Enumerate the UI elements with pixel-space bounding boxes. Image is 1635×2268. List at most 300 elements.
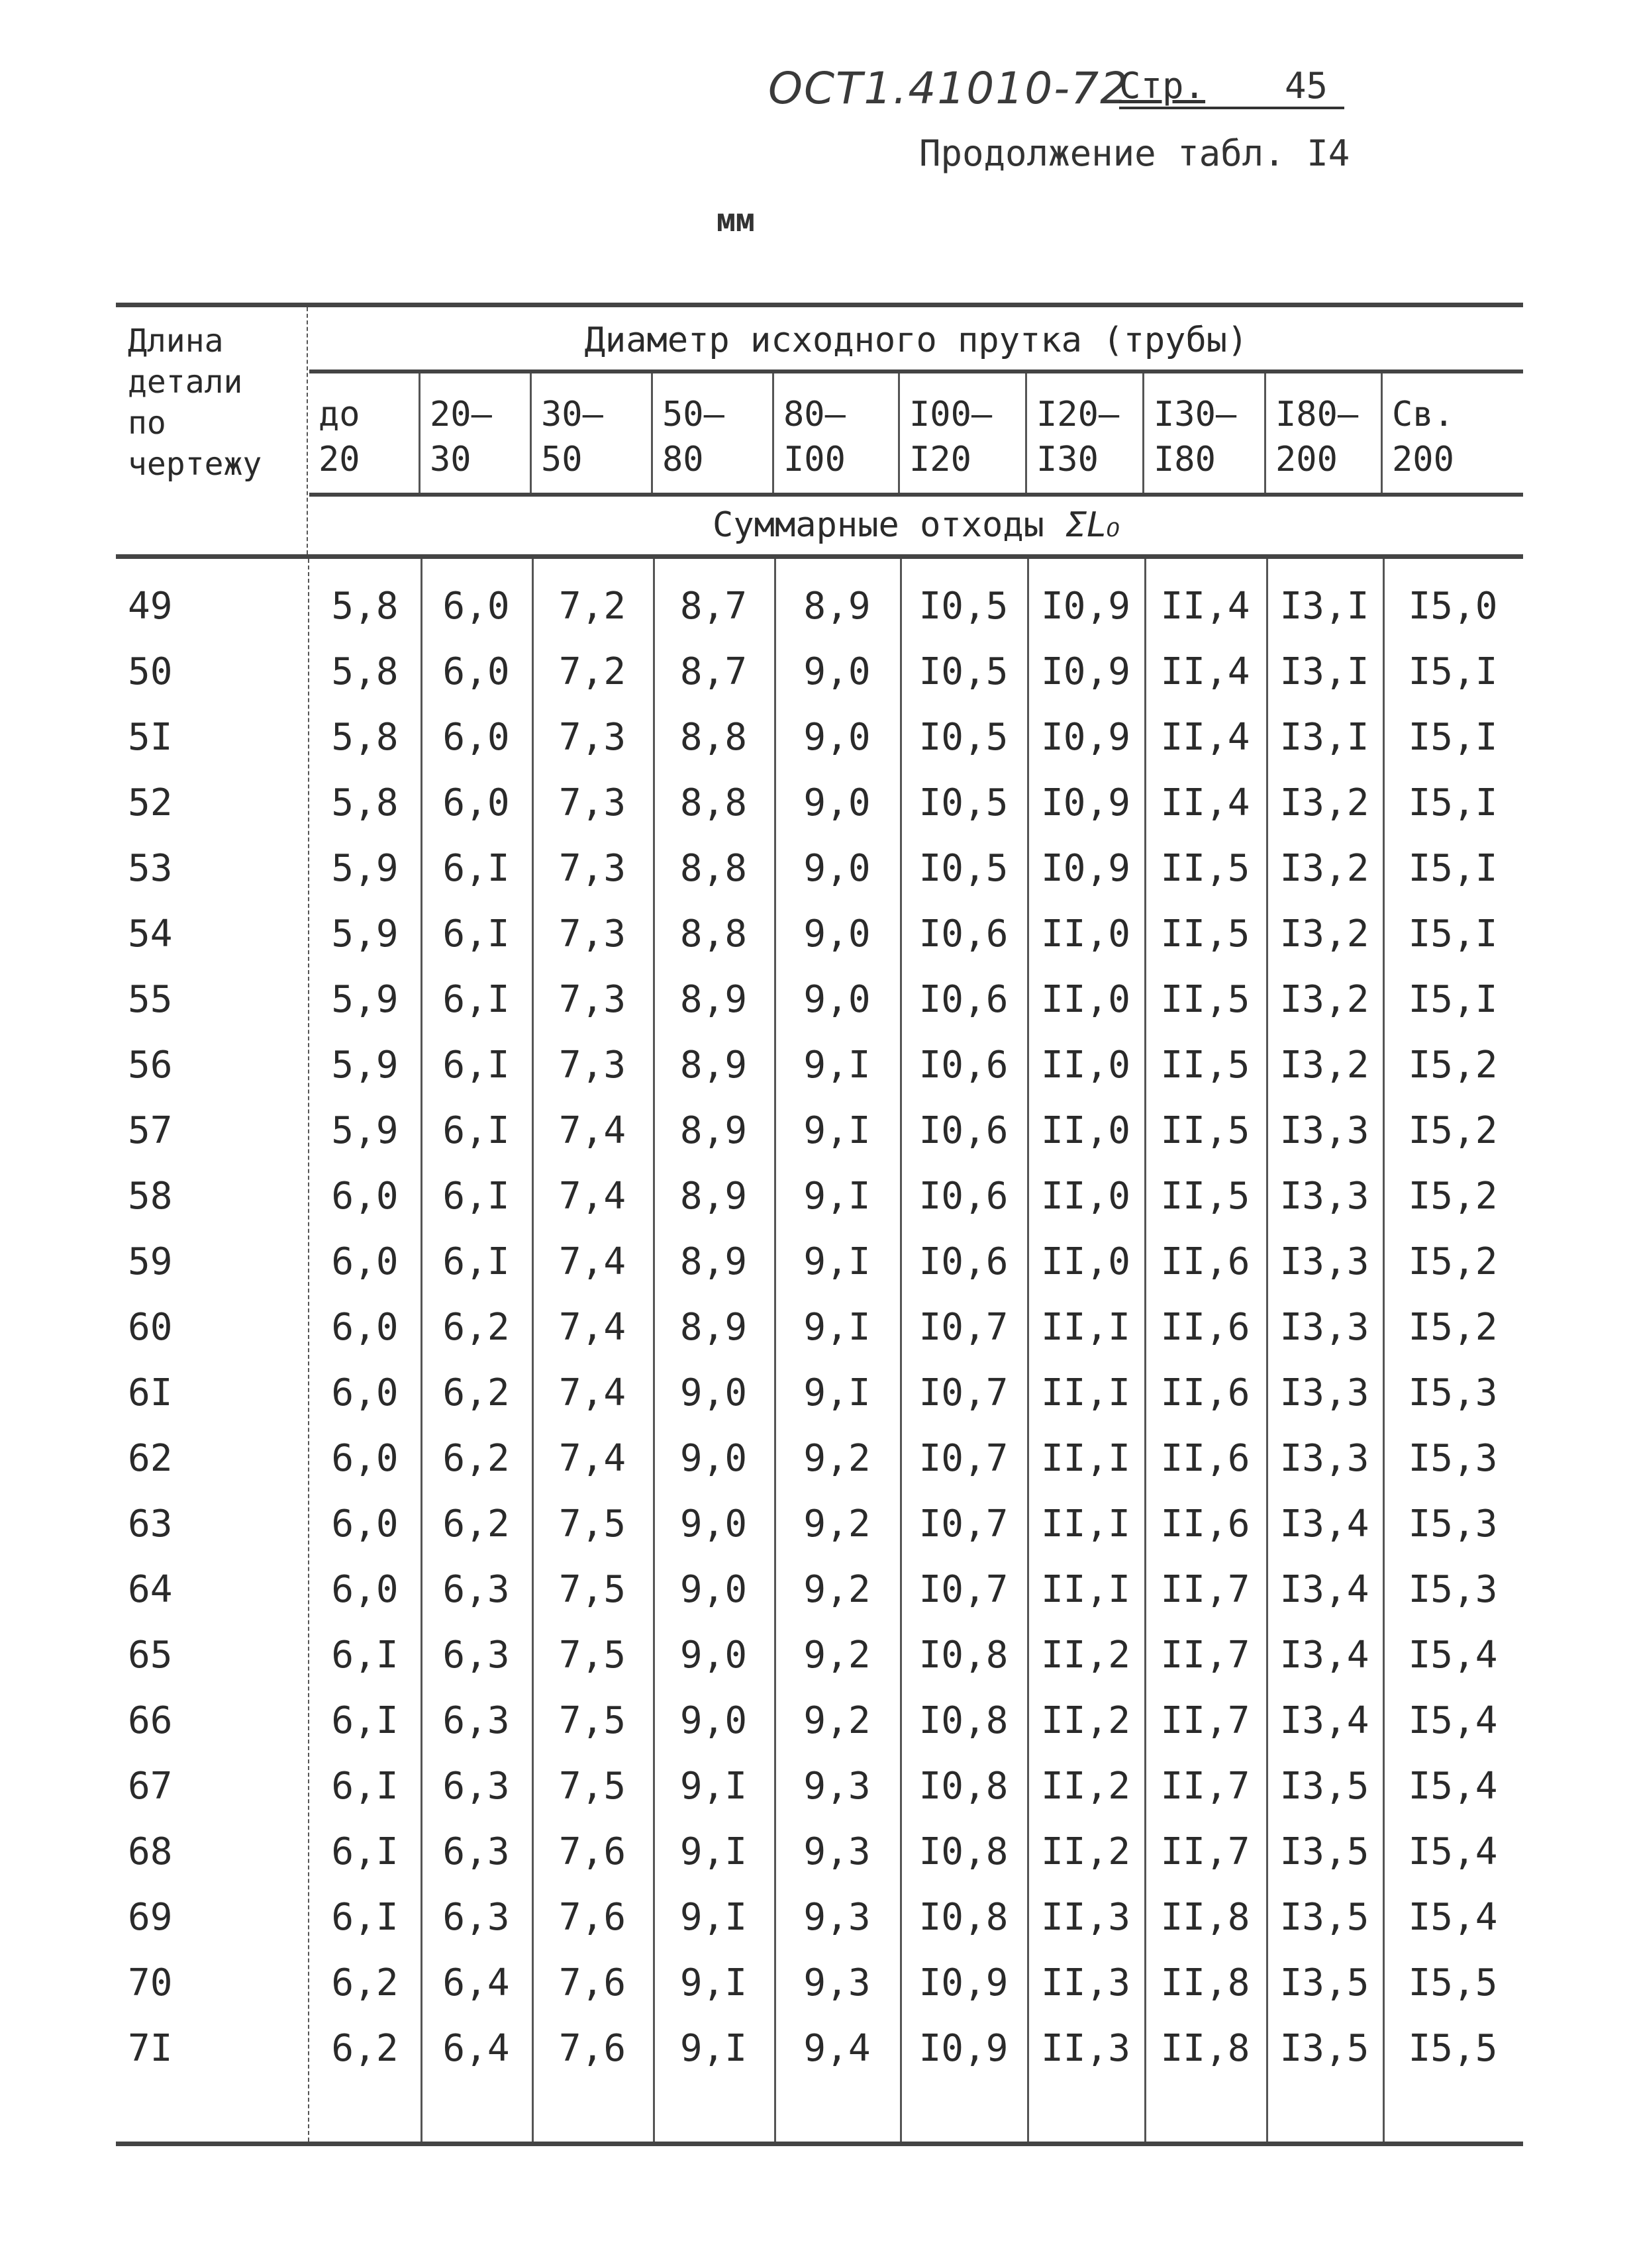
waste-value: 8,7 bbox=[679, 585, 748, 628]
waste-value: 8,9 bbox=[803, 585, 871, 628]
waste-value: 6,3 bbox=[442, 1896, 510, 1939]
range-to: 30 bbox=[430, 440, 471, 479]
waste-value: I3,3 bbox=[1279, 1306, 1369, 1349]
part-length: 69 bbox=[128, 1896, 173, 1939]
table-row bbox=[116, 705, 1523, 770]
waste-value: 6,I bbox=[442, 1109, 510, 1152]
length-header-line: детали bbox=[128, 364, 243, 401]
waste-value: 6,0 bbox=[331, 1437, 399, 1480]
range-from: I80– bbox=[1275, 395, 1359, 434]
part-length: 52 bbox=[128, 781, 173, 824]
part-length: 59 bbox=[128, 1240, 173, 1283]
waste-value: II,3 bbox=[1041, 1896, 1130, 1939]
waste-value: 9,0 bbox=[803, 781, 871, 824]
waste-value: 9,I bbox=[679, 1765, 748, 1808]
waste-value: 7,5 bbox=[558, 1503, 626, 1546]
table-row bbox=[116, 1557, 1523, 1622]
waste-value: I0,8 bbox=[918, 1699, 1009, 1742]
table-row bbox=[116, 1819, 1523, 1885]
waste-value: 5,8 bbox=[331, 650, 399, 693]
waste-value: 7,2 bbox=[558, 585, 626, 628]
waste-value: II,5 bbox=[1160, 912, 1250, 956]
waste-value: I5,2 bbox=[1408, 1044, 1498, 1087]
waste-value: I0,9 bbox=[918, 1961, 1009, 2004]
waste-value: 6,2 bbox=[331, 1961, 399, 2004]
waste-value: 8,9 bbox=[679, 978, 748, 1021]
range-to: 200 bbox=[1392, 440, 1454, 479]
waste-value: 6,I bbox=[442, 978, 510, 1021]
waste-value: II,0 bbox=[1041, 912, 1130, 956]
waste-value: 5,9 bbox=[331, 1109, 399, 1152]
waste-value: I3,4 bbox=[1279, 1699, 1369, 1742]
diameter-range-header bbox=[653, 373, 774, 493]
waste-value: I3,5 bbox=[1279, 2027, 1369, 2070]
waste-value: I0,5 bbox=[918, 716, 1009, 759]
part-length: 63 bbox=[128, 1503, 173, 1546]
waste-value: 9,4 bbox=[803, 2027, 871, 2070]
waste-value: 9,I bbox=[803, 1109, 871, 1152]
waste-value: I3,5 bbox=[1279, 1896, 1369, 1939]
waste-value: 6,I bbox=[442, 847, 510, 890]
waste-value: 9,I bbox=[679, 1896, 748, 1939]
waste-value: I5,I bbox=[1408, 650, 1498, 693]
waste-value: 8,9 bbox=[679, 1175, 748, 1218]
waste-value: I0,9 bbox=[1041, 781, 1130, 824]
standard-code: ОСТ1.41010-72 bbox=[768, 63, 1130, 114]
waste-value: 6,0 bbox=[442, 650, 510, 693]
waste-value: 7,4 bbox=[558, 1175, 626, 1218]
part-length: 57 bbox=[128, 1109, 173, 1152]
waste-value: 6,2 bbox=[442, 1503, 510, 1546]
waste-value: I5,4 bbox=[1408, 1699, 1498, 1742]
range-to: 200 bbox=[1275, 440, 1338, 479]
waste-value: I0,9 bbox=[1041, 716, 1130, 759]
waste-value: I3,2 bbox=[1279, 978, 1369, 1021]
units-label: мм bbox=[717, 202, 755, 239]
waste-value: II,6 bbox=[1160, 1306, 1250, 1349]
range-to: 50 bbox=[541, 440, 583, 479]
waste-value: II,3 bbox=[1041, 1961, 1130, 2004]
waste-value: I3,4 bbox=[1279, 1634, 1369, 1677]
range-from: I20– bbox=[1036, 395, 1120, 434]
range-from: I30– bbox=[1154, 395, 1237, 434]
waste-value: I0,6 bbox=[918, 1044, 1009, 1087]
waste-value: I5,3 bbox=[1408, 1371, 1498, 1414]
waste-value: 6,I bbox=[331, 1765, 399, 1808]
waste-value: I5,2 bbox=[1408, 1175, 1498, 1218]
waste-value: I3,I bbox=[1279, 585, 1369, 628]
waste-value: II,8 bbox=[1160, 1896, 1250, 1939]
waste-value: I3,4 bbox=[1279, 1568, 1369, 1611]
waste-value: I5,4 bbox=[1408, 1830, 1498, 1873]
length-header-line: Длина bbox=[128, 322, 224, 360]
page-label: Стр. bbox=[1119, 65, 1206, 107]
waste-value: 9,2 bbox=[803, 1634, 871, 1677]
waste-value: 6,I bbox=[331, 1699, 399, 1742]
part-length: 49 bbox=[128, 585, 173, 628]
diameter-title: Диаметр исходного прутка (трубы) bbox=[309, 307, 1523, 373]
waste-value: 5,9 bbox=[331, 978, 399, 1021]
waste-value: 9,3 bbox=[803, 1830, 871, 1873]
waste-value: I0,5 bbox=[918, 650, 1009, 693]
waste-value: 8,9 bbox=[679, 1306, 748, 1349]
waste-value: II,2 bbox=[1041, 1699, 1130, 1742]
table-row bbox=[116, 639, 1523, 705]
table-row bbox=[116, 836, 1523, 901]
table-row bbox=[116, 1163, 1523, 1229]
waste-value: 5,8 bbox=[331, 781, 399, 824]
table-row bbox=[116, 1098, 1523, 1163]
waste-value: I0,9 bbox=[1041, 585, 1130, 628]
waste-value: II,0 bbox=[1041, 978, 1130, 1021]
waste-value: 6,2 bbox=[442, 1371, 510, 1414]
waste-value: 9,2 bbox=[803, 1568, 871, 1611]
part-length: 53 bbox=[128, 847, 173, 890]
waste-value: II,0 bbox=[1041, 1109, 1130, 1152]
waste-value: 7,4 bbox=[558, 1240, 626, 1283]
diameter-range-header bbox=[1144, 373, 1266, 493]
waste-value: 9,0 bbox=[803, 912, 871, 956]
waste-value: 9,0 bbox=[679, 1503, 748, 1546]
range-to: I00 bbox=[783, 440, 846, 479]
diameter-range-header bbox=[421, 373, 532, 493]
table-row bbox=[116, 1032, 1523, 1098]
waste-value: 6,2 bbox=[442, 1306, 510, 1349]
table-row bbox=[116, 1885, 1523, 1950]
waste-value: II,5 bbox=[1160, 1175, 1250, 1218]
waste-value: II,2 bbox=[1041, 1830, 1130, 1873]
waste-value: 6,0 bbox=[442, 585, 510, 628]
waste-value: I0,8 bbox=[918, 1765, 1009, 1808]
waste-value: 8,9 bbox=[679, 1109, 748, 1152]
waste-value: 6,0 bbox=[442, 781, 510, 824]
waste-value: II,I bbox=[1041, 1437, 1130, 1480]
waste-value: 9,0 bbox=[679, 1699, 748, 1742]
waste-value: I5,4 bbox=[1408, 1896, 1498, 1939]
table-row bbox=[116, 1229, 1523, 1295]
waste-value: 8,8 bbox=[679, 912, 748, 956]
waste-value: 6,0 bbox=[331, 1371, 399, 1414]
part-length: 67 bbox=[128, 1765, 173, 1808]
part-length: 70 bbox=[128, 1961, 173, 2004]
diameter-range-header bbox=[1266, 373, 1383, 493]
table-row bbox=[116, 1426, 1523, 1491]
diameter-range-header bbox=[774, 373, 900, 493]
waste-value: I5,2 bbox=[1408, 1306, 1498, 1349]
waste-value: I0,6 bbox=[918, 978, 1009, 1021]
table-header bbox=[116, 307, 1523, 554]
waste-value: I3,I bbox=[1279, 716, 1369, 759]
waste-value: II,7 bbox=[1160, 1568, 1250, 1611]
range-to: 20 bbox=[319, 440, 360, 479]
waste-value: 8,7 bbox=[679, 650, 748, 693]
waste-value: I5,4 bbox=[1408, 1634, 1498, 1677]
diameter-ranges bbox=[309, 373, 1523, 493]
diameter-range-header bbox=[1383, 373, 1523, 493]
waste-value: 7,3 bbox=[558, 781, 626, 824]
waste-value: 9,I bbox=[803, 1240, 871, 1283]
waste-value: 7,5 bbox=[558, 1699, 626, 1742]
sum-label: Суммарные отходы bbox=[713, 505, 1044, 545]
waste-value: I0,8 bbox=[918, 1830, 1009, 1873]
waste-value: 9,0 bbox=[679, 1371, 748, 1414]
waste-value: 9,I bbox=[679, 1961, 748, 2004]
waste-value: I0,7 bbox=[918, 1568, 1009, 1611]
part-length: 54 bbox=[128, 912, 173, 956]
waste-value: 6,3 bbox=[442, 1830, 510, 1873]
diameter-range-header bbox=[900, 373, 1027, 493]
waste-value: II,I bbox=[1041, 1503, 1130, 1546]
range-from: 30– bbox=[541, 395, 603, 434]
waste-value: 5,8 bbox=[331, 585, 399, 628]
table-row bbox=[116, 1360, 1523, 1426]
table-row bbox=[116, 1950, 1523, 2016]
waste-value: I0,6 bbox=[918, 1175, 1009, 1218]
waste-value: 6,I bbox=[442, 1175, 510, 1218]
part-length: 50 bbox=[128, 650, 173, 693]
waste-value: II,8 bbox=[1160, 2027, 1250, 2070]
waste-value: 7,5 bbox=[558, 1765, 626, 1808]
page-marker bbox=[1119, 65, 1344, 109]
waste-value: 8,9 bbox=[679, 1044, 748, 1087]
waste-value: I5,0 bbox=[1408, 585, 1498, 628]
range-from: 80– bbox=[783, 395, 846, 434]
table-row bbox=[116, 1622, 1523, 1688]
waste-value: 8,8 bbox=[679, 716, 748, 759]
waste-value: I0,9 bbox=[918, 2027, 1009, 2070]
waste-value: I0,7 bbox=[918, 1371, 1009, 1414]
waste-value: I3,3 bbox=[1279, 1437, 1369, 1480]
waste-value: 9,2 bbox=[803, 1503, 871, 1546]
table-row bbox=[116, 770, 1523, 836]
table-continuation: Продолжение табл. I4 bbox=[919, 132, 1350, 174]
waste-value: 6,I bbox=[442, 912, 510, 956]
waste-value: 8,8 bbox=[679, 781, 748, 824]
waste-value: 7,4 bbox=[558, 1371, 626, 1414]
waste-value: 7,5 bbox=[558, 1634, 626, 1677]
sum-label-row bbox=[309, 493, 1523, 554]
waste-value: 9,2 bbox=[803, 1437, 871, 1480]
waste-value: 7,6 bbox=[558, 1961, 626, 2004]
waste-value: 9,0 bbox=[679, 1568, 748, 1611]
sum-symbol: ΣL₀ bbox=[1065, 505, 1120, 545]
waste-value: II,4 bbox=[1160, 585, 1250, 628]
waste-value: I0,5 bbox=[918, 585, 1009, 628]
waste-value: I3,2 bbox=[1279, 847, 1369, 890]
part-length: 64 bbox=[128, 1568, 173, 1611]
waste-value: I3,5 bbox=[1279, 1765, 1369, 1808]
waste-value: I3,5 bbox=[1279, 1830, 1369, 1873]
waste-value: 5,9 bbox=[331, 847, 399, 890]
waste-value: 6,2 bbox=[442, 1437, 510, 1480]
waste-value: 7,3 bbox=[558, 912, 626, 956]
waste-value: 9,I bbox=[803, 1044, 871, 1087]
waste-value: 9,3 bbox=[803, 1765, 871, 1808]
diameter-range-header bbox=[1027, 373, 1144, 493]
waste-value: 9,3 bbox=[803, 1896, 871, 1939]
waste-value: I3,2 bbox=[1279, 912, 1369, 956]
waste-value: I5,I bbox=[1408, 978, 1498, 1021]
waste-value: 7,5 bbox=[558, 1568, 626, 1611]
diameter-range-header bbox=[532, 373, 653, 493]
waste-value: II,6 bbox=[1160, 1371, 1250, 1414]
waste-value: I3,4 bbox=[1279, 1503, 1369, 1546]
waste-value: I5,2 bbox=[1408, 1240, 1498, 1283]
waste-value: 9,I bbox=[679, 2027, 748, 2070]
waste-value: II,7 bbox=[1160, 1765, 1250, 1808]
waste-value: I0,7 bbox=[918, 1437, 1009, 1480]
waste-value: 6,3 bbox=[442, 1765, 510, 1808]
part-length: 5I bbox=[128, 716, 173, 759]
waste-value: I3,3 bbox=[1279, 1175, 1369, 1218]
waste-table bbox=[116, 303, 1523, 2146]
table-body bbox=[116, 554, 1523, 2142]
waste-value: 7,3 bbox=[558, 978, 626, 1021]
waste-value: I5,3 bbox=[1408, 1568, 1498, 1611]
waste-value: 6,I bbox=[442, 1044, 510, 1087]
part-length: 6I bbox=[128, 1371, 173, 1414]
waste-value: II,7 bbox=[1160, 1699, 1250, 1742]
waste-value: 6,0 bbox=[331, 1568, 399, 1611]
waste-value: II,I bbox=[1041, 1568, 1130, 1611]
waste-value: 6,0 bbox=[331, 1175, 399, 1218]
page-number: 45 bbox=[1285, 65, 1328, 107]
waste-value: I5,I bbox=[1408, 781, 1498, 824]
part-length: 66 bbox=[128, 1699, 173, 1742]
waste-value: II,2 bbox=[1041, 1634, 1130, 1677]
waste-value: I3,2 bbox=[1279, 781, 1369, 824]
waste-value: 9,I bbox=[679, 1830, 748, 1873]
waste-value: 9,I bbox=[803, 1175, 871, 1218]
table-row bbox=[116, 1753, 1523, 1819]
part-length: 7I bbox=[128, 2027, 173, 2070]
waste-value: 7,4 bbox=[558, 1109, 626, 1152]
waste-value: II,I bbox=[1041, 1371, 1130, 1414]
waste-value: II,5 bbox=[1160, 847, 1250, 890]
range-from: до bbox=[319, 395, 360, 434]
waste-value: 6,3 bbox=[442, 1568, 510, 1611]
waste-value: I5,I bbox=[1408, 847, 1498, 890]
waste-value: I0,5 bbox=[918, 781, 1009, 824]
waste-value: 9,I bbox=[803, 1306, 871, 1349]
waste-value: II,5 bbox=[1160, 1044, 1250, 1087]
waste-value: II,5 bbox=[1160, 978, 1250, 1021]
waste-value: I5,4 bbox=[1408, 1765, 1498, 1808]
waste-value: I3,I bbox=[1279, 650, 1369, 693]
waste-value: 6,4 bbox=[442, 2027, 510, 2070]
waste-value: II,7 bbox=[1160, 1830, 1250, 1873]
waste-value: I0,7 bbox=[918, 1306, 1009, 1349]
waste-value: I5,5 bbox=[1408, 2027, 1498, 2070]
waste-value: I0,9 bbox=[1041, 650, 1130, 693]
waste-value: I5,I bbox=[1408, 912, 1498, 956]
waste-value: 7,6 bbox=[558, 2027, 626, 2070]
waste-value: 7,3 bbox=[558, 1044, 626, 1087]
waste-value: 6,3 bbox=[442, 1634, 510, 1677]
waste-value: II,4 bbox=[1160, 650, 1250, 693]
range-from: 50– bbox=[662, 395, 724, 434]
waste-value: II,5 bbox=[1160, 1109, 1250, 1152]
range-from: I00– bbox=[909, 395, 993, 434]
waste-value: II,6 bbox=[1160, 1437, 1250, 1480]
waste-value: 7,4 bbox=[558, 1306, 626, 1349]
waste-value: 7,2 bbox=[558, 650, 626, 693]
table-row bbox=[116, 1295, 1523, 1360]
waste-value: 9,0 bbox=[803, 978, 871, 1021]
waste-value: II,2 bbox=[1041, 1765, 1130, 1808]
waste-value: 6,0 bbox=[442, 716, 510, 759]
waste-value: 6,4 bbox=[442, 1961, 510, 2004]
waste-value: II,I bbox=[1041, 1306, 1130, 1349]
range-from: 20– bbox=[430, 395, 492, 434]
table-row bbox=[116, 2016, 1523, 2081]
waste-value: I3,2 bbox=[1279, 1044, 1369, 1087]
waste-value: I5,2 bbox=[1408, 1109, 1498, 1152]
waste-value: 9,2 bbox=[803, 1699, 871, 1742]
range-to: I30 bbox=[1036, 440, 1099, 479]
waste-value: 7,6 bbox=[558, 1830, 626, 1873]
waste-value: II,3 bbox=[1041, 2027, 1130, 2070]
table-row bbox=[116, 901, 1523, 967]
waste-value: I5,I bbox=[1408, 716, 1498, 759]
waste-value: I0,7 bbox=[918, 1503, 1009, 1546]
waste-value: I0,9 bbox=[1041, 847, 1130, 890]
waste-value: 6,I bbox=[331, 1896, 399, 1939]
waste-value: 7,3 bbox=[558, 716, 626, 759]
waste-value: I0,8 bbox=[918, 1634, 1009, 1677]
length-header-line: чертежу bbox=[128, 446, 262, 483]
part-length: 58 bbox=[128, 1175, 173, 1218]
waste-value: II,8 bbox=[1160, 1961, 1250, 2004]
table-row bbox=[116, 967, 1523, 1032]
waste-value: I0,6 bbox=[918, 1109, 1009, 1152]
part-length: 65 bbox=[128, 1634, 173, 1677]
waste-value: 6,0 bbox=[331, 1240, 399, 1283]
range-from: Св. bbox=[1392, 395, 1454, 434]
length-column-header bbox=[116, 307, 308, 554]
waste-value: I0,6 bbox=[918, 1240, 1009, 1283]
waste-value: I3,5 bbox=[1279, 1961, 1369, 2004]
waste-value: I0,5 bbox=[918, 847, 1009, 890]
waste-value: II,6 bbox=[1160, 1503, 1250, 1546]
length-header-line: по bbox=[128, 405, 166, 442]
waste-value: 6,I bbox=[331, 1634, 399, 1677]
part-length: 55 bbox=[128, 978, 173, 1021]
waste-value: I3,3 bbox=[1279, 1109, 1369, 1152]
waste-value: II,6 bbox=[1160, 1240, 1250, 1283]
waste-value: 9,I bbox=[803, 1371, 871, 1414]
waste-value: 6,I bbox=[442, 1240, 510, 1283]
waste-value: 5,9 bbox=[331, 912, 399, 956]
waste-value: I5,3 bbox=[1408, 1503, 1498, 1546]
part-length: 62 bbox=[128, 1437, 173, 1480]
waste-value: 9,0 bbox=[803, 716, 871, 759]
waste-value: I0,8 bbox=[918, 1896, 1009, 1939]
waste-value: II,0 bbox=[1041, 1175, 1130, 1218]
waste-value: 9,3 bbox=[803, 1961, 871, 2004]
waste-value: II,4 bbox=[1160, 781, 1250, 824]
table-row bbox=[116, 1491, 1523, 1557]
waste-value: 6,0 bbox=[331, 1306, 399, 1349]
waste-value: 9,0 bbox=[679, 1437, 748, 1480]
table-row bbox=[116, 1688, 1523, 1753]
waste-value: 9,0 bbox=[803, 650, 871, 693]
waste-value: 7,3 bbox=[558, 847, 626, 890]
waste-value: 5,9 bbox=[331, 1044, 399, 1087]
waste-value: 6,3 bbox=[442, 1699, 510, 1742]
waste-value: I5,3 bbox=[1408, 1437, 1498, 1480]
waste-value: 7,6 bbox=[558, 1896, 626, 1939]
